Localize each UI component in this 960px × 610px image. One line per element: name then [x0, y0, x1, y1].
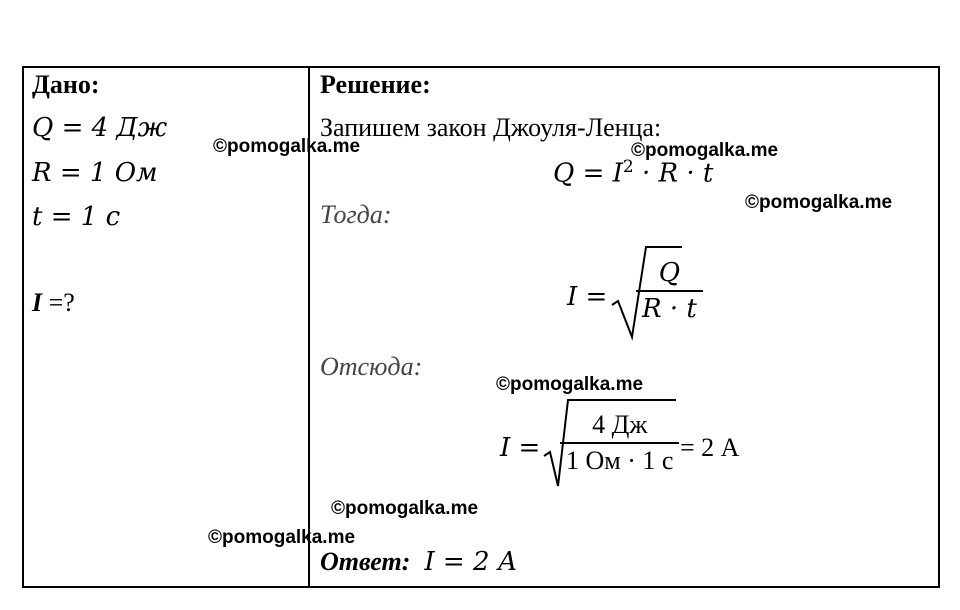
watermark: ©pomogalka.me — [213, 136, 361, 157]
solution-table — [22, 66, 940, 588]
fraction-1-denominator: R · t — [636, 290, 703, 324]
formula-exponent: 2 — [622, 157, 634, 177]
watermark: ©pomogalka.me — [496, 374, 644, 395]
unknown-symbol: I — [32, 288, 43, 317]
formula2-result: = 2 А — [680, 433, 740, 462]
watermark: ©pomogalka.me — [631, 140, 779, 161]
answer-value: I = 2 А — [424, 547, 518, 577]
unknown-suffix: =? — [42, 288, 75, 317]
unknown-current — [32, 288, 75, 318]
hence-label: Отсюда: — [320, 352, 423, 381]
given-time: t = 1 с — [32, 202, 121, 232]
watermark: ©pomogalka.me — [331, 498, 479, 519]
fraction-1-numerator: Q — [658, 258, 681, 288]
formula1-lhs: I = — [567, 282, 608, 312]
given-heading: Дано: — [32, 70, 100, 99]
given-charge: Q = 4 Дж — [32, 113, 168, 143]
formula-q-right: · R · t — [633, 158, 714, 189]
watermark: ©pomogalka.me — [208, 527, 356, 548]
fraction-2-denominator: 1 Ом · 1 с — [560, 442, 679, 476]
intro-text: Запишем закон Джоуля-Ленца: — [320, 113, 662, 142]
given-resistance: R = 1 Ом — [32, 158, 158, 188]
formula2-lhs: I = — [500, 433, 541, 463]
answer-label: Ответ: — [320, 547, 411, 576]
then-label: Тогда: — [320, 200, 392, 229]
answer — [320, 547, 517, 577]
fraction-2-numerator: 4 Дж — [592, 410, 648, 439]
watermark: ©pomogalka.me — [745, 192, 893, 213]
solution-heading: Решение: — [320, 70, 431, 99]
formula-q-left: Q = I — [553, 158, 623, 189]
fraction-1 — [636, 258, 703, 324]
fraction-2 — [560, 410, 679, 476]
